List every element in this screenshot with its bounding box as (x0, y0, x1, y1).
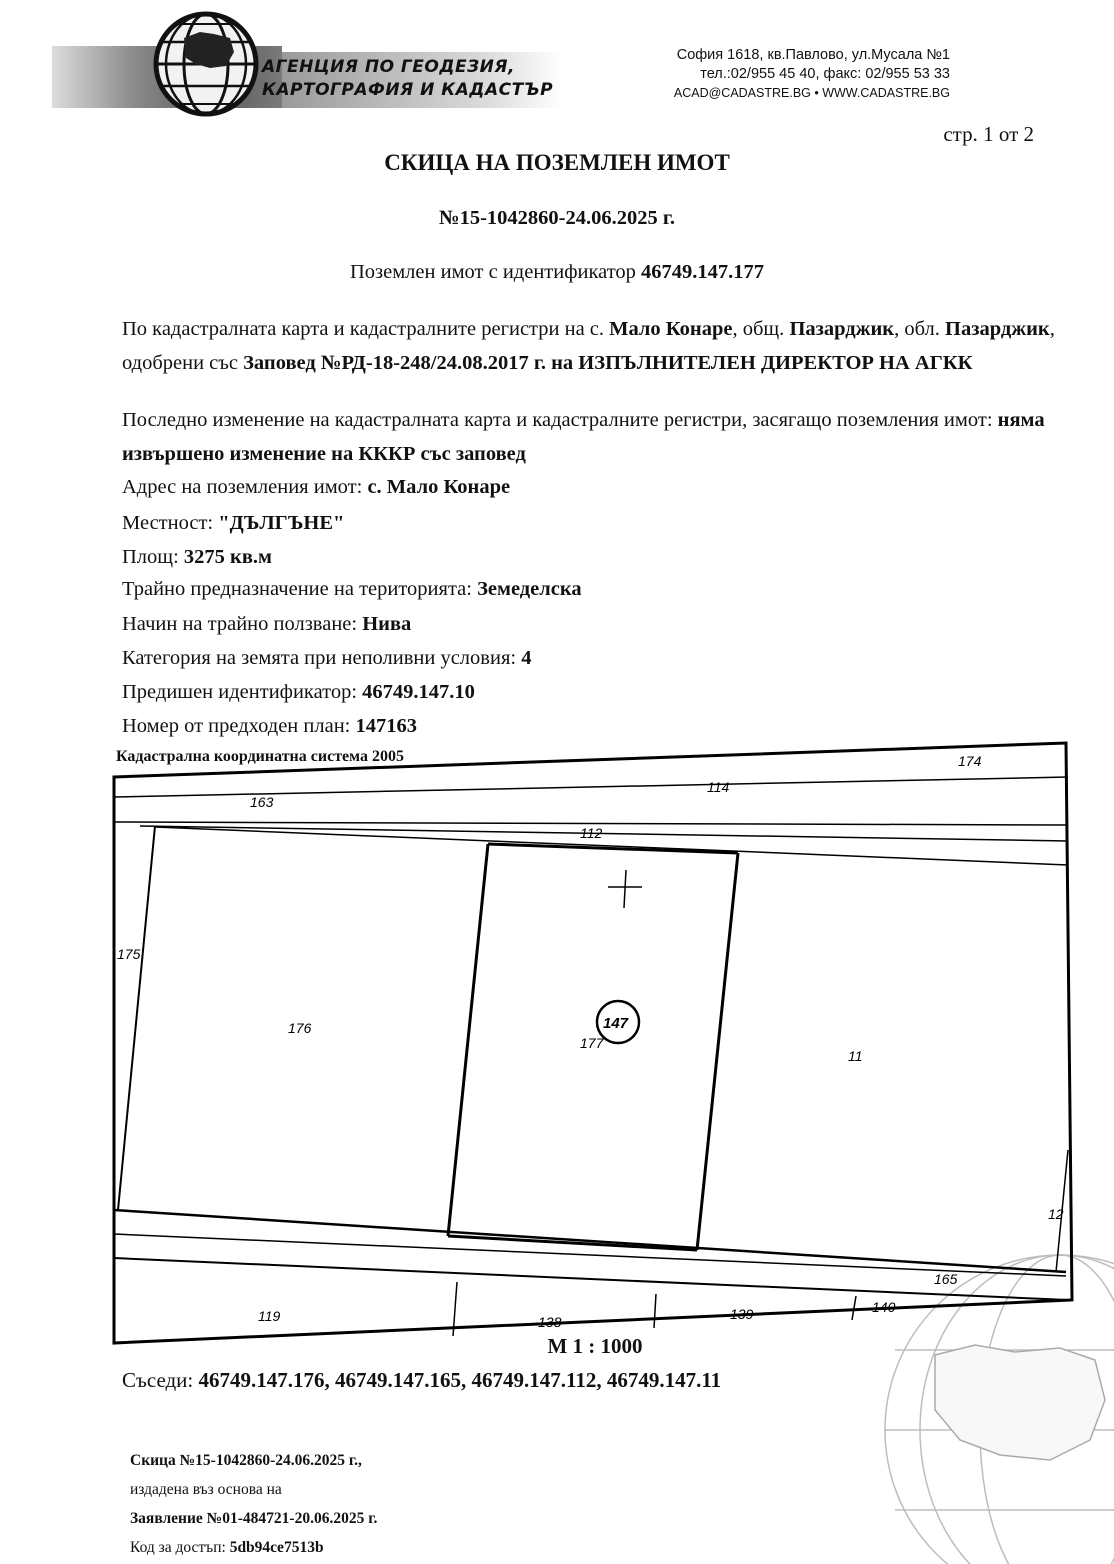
purpose-value: Земеделска (477, 578, 582, 600)
locality-value: "ДЪЛГЪНЕ" (218, 512, 345, 534)
parcel-label-175: 175 (117, 946, 141, 962)
basis-text-3: , обл. (894, 318, 940, 340)
watermark-globe (885, 1255, 1114, 1564)
footer-sketch-number: Скица №15-1042860-24.06.2025 г., (130, 1452, 362, 1469)
use-value: Нива (362, 613, 412, 635)
coordinate-system-label: Кадастрална координатна система 2005 (116, 748, 404, 765)
previous-plan-label: Номер от предходен план: (122, 715, 351, 737)
block-label-147: 147 (603, 1015, 629, 1032)
road-165-lower-edge (114, 1258, 1068, 1300)
footer-access-code-line (130, 1533, 377, 1562)
parcel-label-177: 177 (580, 1035, 604, 1051)
area-value: 3275 кв.м (183, 546, 272, 568)
identifier-label: Поземлен имот с идентификатор (349, 261, 636, 283)
page-number: стр. 1 от 2 (943, 122, 1034, 146)
basis-text-1: По кадастралната карта и кадастралните регистри на с. (122, 318, 605, 340)
parcel-label-163: 163 (250, 794, 274, 810)
road-112-lower-edge (155, 827, 1068, 865)
issuance-footer (130, 1446, 377, 1562)
village-name: Мало Конаре (609, 318, 733, 340)
municipality-name: Пазарджик (789, 318, 895, 340)
last-change-value: няма извършено изменение на КККР със заповед (122, 409, 1045, 465)
category-value: 4 (521, 647, 532, 669)
parcel-177-left-boundary (448, 844, 488, 1236)
document-number: №15-1042860-24.06.2025 г. (438, 207, 675, 229)
area-label: Площ: (122, 546, 179, 568)
parcel-175-boundary (118, 826, 155, 1210)
previous-id-value: 46749.147.10 (362, 681, 475, 703)
parcel-label-140: 140 (872, 1299, 896, 1315)
purpose-label: Трайно предназначение на територията: (122, 578, 472, 600)
agency-web: ACAD@CADASTRE.BG • WWW.CADASTRE.BG (673, 86, 950, 100)
parcel-label-165: 165 (934, 1271, 958, 1287)
centroid-cross-v (624, 870, 626, 908)
parcel-138-139-boundary (654, 1294, 656, 1328)
address-label: Адрес на поземления имот: (122, 476, 363, 498)
parcel-label-11: 11 (848, 1048, 863, 1064)
property-identifier: 46749.147.177 (641, 261, 765, 283)
address-value: с. Мало Конаре (367, 476, 511, 498)
document-title: СКИЦА НА ПОЗЕМЛЕН ИМОТ (384, 150, 730, 175)
agency-name-line1: АГЕНЦИЯ ПО ГЕОДЕЗИЯ, (262, 57, 515, 77)
parcel-label-174: 174 (958, 753, 982, 769)
map-scale: М 1 : 1000 (547, 1334, 643, 1358)
parcel-139-140-boundary (852, 1296, 856, 1320)
agency-address: София 1618, кв.Павлово, ул.Мусала №1 (676, 47, 950, 63)
footer-issued-basis: издадена въз основа на (130, 1481, 282, 1498)
region-name: Пазарджик (945, 318, 1050, 340)
footer-application-number: Заявление №01-484721-20.06.2025 г. (130, 1510, 378, 1527)
basis-text-4: , одобрени със (122, 318, 1055, 374)
parcel-label-114: 114 (707, 779, 730, 795)
parcel-177-bottom-boundary (448, 1236, 697, 1250)
category-label: Категория на земята при неполивни условия: (122, 647, 517, 669)
agency-phone: тел.:02/955 45 40, факс: 02/955 53 33 (700, 66, 950, 82)
basis-text-2: , общ. (732, 318, 785, 340)
agency-name-line2: КАРТОГРАФИЯ И КАДАСТЪР (262, 80, 554, 100)
last-change-label: Последно изменение на кадастралната карта и кадастралните регистри, засягащо поземления имот: (122, 409, 993, 431)
access-code-label: Код за достъп: (130, 1539, 226, 1556)
parcel-label-139: 139 (730, 1306, 754, 1322)
previous-id-label: Предишен идентификатор: (122, 681, 358, 703)
parcel-label-119: 119 (258, 1308, 281, 1324)
parcel-177-right-boundary (697, 853, 738, 1250)
parcel-label-12: 12 (1048, 1206, 1064, 1222)
neighbors-value: 46749.147.176, 46749.147.165, 46749.147.112, 46749.147.11 (198, 1368, 722, 1392)
parcel-label-112: 112 (580, 825, 603, 841)
neighbors-label: Съседи: (122, 1368, 194, 1392)
road-112-upper-edge (140, 826, 1068, 841)
use-label: Начин на трайно ползване: (122, 613, 358, 635)
previous-plan-value: 147163 (355, 715, 417, 737)
locality-label: Местност: (122, 512, 214, 534)
parcel-label-138: 138 (538, 1314, 562, 1330)
parcel-label-176: 176 (288, 1020, 312, 1036)
neighbors-line (122, 1368, 721, 1393)
access-code-value: 5db94ce7513b (229, 1539, 324, 1556)
approval-order: Заповед №РД-18-248/24.08.2017 г. на ИЗПЪЛНИТЕЛЕН ДИРЕКТОР НА АГКК (243, 352, 973, 374)
